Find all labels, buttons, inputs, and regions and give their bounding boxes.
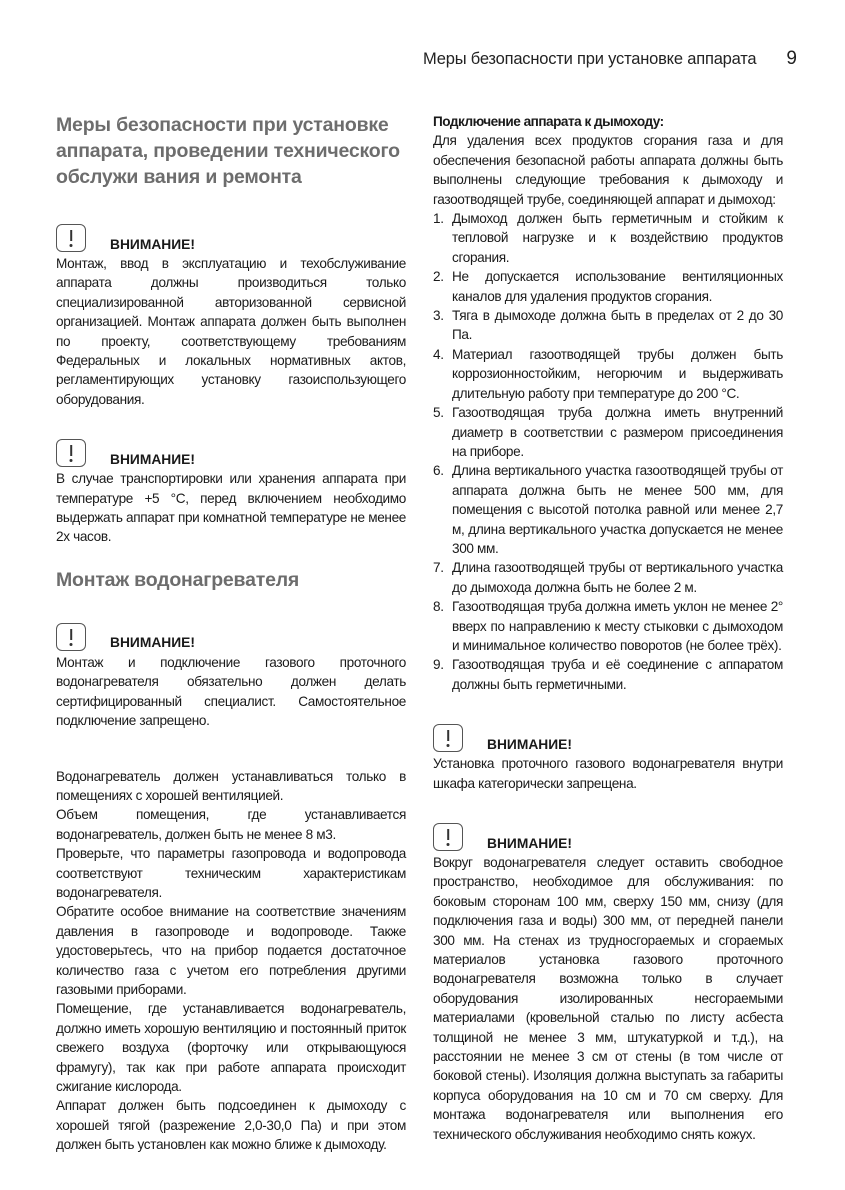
- list-item: 6. Длина вертикального участка газоотводящей трубы от аппарата должна быть не менее 500 мм, для помещения с высотой потолка равной или менее 2,7 м, длина вертикального участка допускается не менее 300 мм.: [433, 463, 783, 556]
- page-number: 9: [786, 48, 797, 69]
- chimney-intro: Для удаления всех продуктов сгорания газа и для обеспечения безопасной работы аппарата должны быть выполнены следующие требования к дымоходу и газоотводящей трубе, соединяющей аппарат и дымоход:: [433, 133, 783, 207]
- warning-label: ВНИМАНИЕ!: [110, 236, 195, 252]
- left-column: [56, 112, 406, 1155]
- warning-exclamation-icon: [56, 224, 86, 252]
- warning-header: [433, 819, 783, 851]
- list-item: 3. Тяга в дымоходе должна быть в пределах от 2 до 30 Па.: [433, 308, 783, 343]
- warning-exclamation-icon: [433, 724, 463, 752]
- warning-block: [56, 435, 406, 547]
- warning-block: [433, 720, 783, 793]
- install-section-title: Монтаж водонагревателя: [56, 568, 300, 591]
- warning-text: Монтаж и подключение газового проточного водонагревателя обязательно должен делать сертифицированный специалист. Самостоятельное подключение запрещено.: [56, 654, 406, 729]
- paragraph: Обратите особое внимание на соответствие значениям давления в газопроводе и водопроводе. Также удостоверьтесь, что на прибор подается достаточное количество газа с учетом его потребления другими газовыми приборами.: [56, 904, 406, 997]
- warning-text: Установка проточного газового водонагревателя внутри шкафа категорически запрещена.: [433, 756, 783, 791]
- warning-text: Вокруг водонагревателя следует оставить свободное пространство, необходимое для обслуживания: по боковым сторонам 100 мм, сверху 150 мм, снизу (для подключения газа и воды) 300 мм, от передней панели 300 мм. На стенах из трудносгораемых и сгораемых материалов установка газового проточного водонагревателя возможна только в случает оборудования изолированных несгораемыми материалами (кровельной сталью по листу асбеста толщиной не менее 3 мм, штукатуркой и т.д.), на расстоянии не менее 3 см от стены (в том числе от боковой стены). Изоляция должна выступать за габариты корпуса оборудования на 10 см и 70 см сверху. Для монтажа водонагревателя или выполнения его технического обслуживания необходимо снять кожух.: [433, 855, 783, 1142]
- warning-block: [433, 819, 783, 1144]
- paragraph: Помещение, где устанавливается водонагреватель, должно иметь хорошую вентиляцию и постоянный приток свежего воздуха (форточку или открывающуюся фрамугу), так как при работе аппарата происходит сжигание кислорода.: [56, 1001, 406, 1094]
- list-item: 7. Длина газоотводящей трубы от вертикального участка до дымохода должна быть не более 2 м.: [433, 560, 783, 595]
- warning-exclamation-icon: [56, 623, 86, 651]
- running-header: [420, 48, 797, 70]
- warning-header: [433, 720, 783, 752]
- list-item: 8. Газоотводящая труба должна иметь уклон не менее 2° вверх по направлению к месту стыковки с дымоходом и минимальное количество поворотов (не более трёх).: [433, 599, 783, 653]
- warning-text: В случае транспортировки или хранения аппарата при температуре +5 °C, перед включением необходимо выдержать аппарат при комнатной температуре не менее 2х часов.: [56, 471, 406, 545]
- install-instructions: [56, 767, 406, 1155]
- list-item: 9. Газоотводящая труба и её соединение с аппаратом должны быть герметичными.: [433, 657, 783, 692]
- paragraph: Объем помещения, где устанавливается водонагреватель, должен быть не менее 8 м3.: [56, 807, 406, 842]
- warning-header: [56, 220, 406, 252]
- warning-block: [56, 619, 406, 731]
- warning-header: [56, 435, 406, 467]
- warning-label: ВНИМАНИЕ!: [487, 736, 572, 752]
- list-item: 1. Дымоход должен быть герметичным и стойким к тепловой нагрузке и к воздействию продуктов сгорания.: [433, 211, 783, 265]
- right-column: [433, 112, 783, 1170]
- warning-label: ВНИМАНИЕ!: [110, 635, 195, 651]
- requirements-list: [433, 209, 783, 694]
- paragraph: Проверьте, что параметры газопровода и водопровода соответствуют техническим характеристикам водонагревателя.: [56, 846, 406, 900]
- warning-text: Монтаж, ввод в эксплуатацию и техобслуживание аппарата должны производиться только специализированной авторизованной сервисной организацией. Монтаж аппарата должен быть выполнен по проекту, соответствующему требованиям Федеральных и локальных нормативных актов, регламентирующих установку газоиспользующего оборудования.: [56, 256, 406, 407]
- running-header-title: Меры безопасности при установке аппарата: [423, 50, 757, 68]
- warning-label: ВНИМАНИЕ!: [487, 835, 572, 851]
- list-item: 2. Не допускается использование вентиляционных каналов для удаления продуктов сгорания.: [433, 269, 783, 304]
- warning-exclamation-icon: [433, 823, 463, 851]
- section-title: Меры безопасности при установке аппарата, проведении технического обслужи вания и ремонта: [56, 114, 400, 188]
- list-item: 4. Материал газоотводящей трубы должен быть коррозионностойким, негорючим и выдерживать длительную работу при температуре до 200 °C.: [433, 346, 783, 401]
- warning-label: ВНИМАНИЕ!: [110, 451, 195, 467]
- warning-block: [56, 220, 406, 409]
- chimney-section-title: Подключение аппарата к дымоходу:: [433, 114, 664, 129]
- warning-exclamation-icon: [56, 439, 86, 467]
- list-item: 5. Газоотводящая труба должна иметь внутренний диаметр в соответствии с размером присоединения на приборе.: [433, 405, 783, 459]
- paragraph: Аппарат должен быть подсоединен к дымоходу с хорошей тягой (разрежение 2,0-30,0 Па) и при этом должен быть установлен как можно ближе к дымоходу.: [56, 1098, 406, 1153]
- paragraph: Водонагреватель должен устанавливаться только в помещениях с хорошей вентиляцией.: [56, 768, 406, 803]
- warning-header: [56, 619, 406, 651]
